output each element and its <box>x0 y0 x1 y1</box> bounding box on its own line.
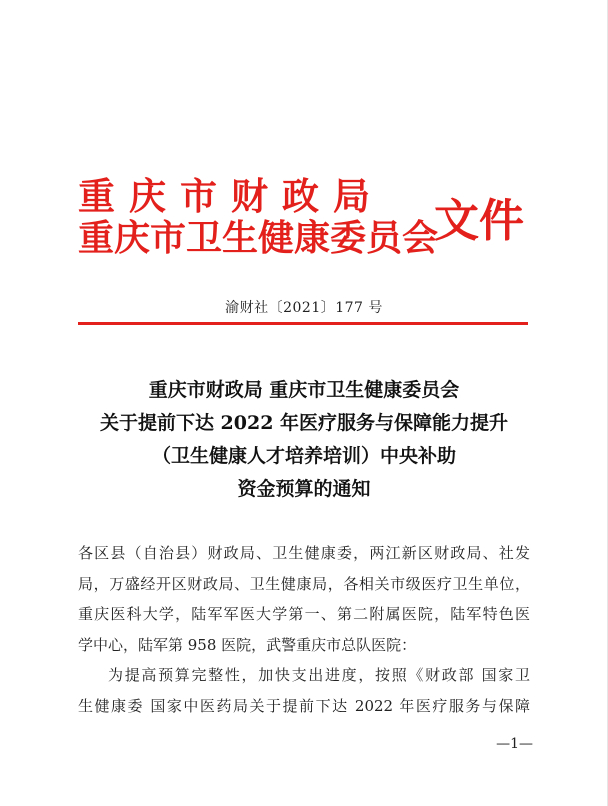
document-number: 渝财社〔2021〕177 号 <box>225 300 383 316</box>
title-line: 重庆市财政局 重庆市卫生健康委员会 <box>148 379 460 401</box>
body-line: 各区县（自治县）财政局、卫生健康委，两江新区财政局、社发 <box>78 544 530 562</box>
title-line: 关于提前下达 2022 年医疗服务与保障能力提升 <box>99 412 509 434</box>
document-title <box>40 374 568 506</box>
page-number: —1— <box>496 736 533 752</box>
body-line: 重庆医科大学，陆军军医大学第一、第二附属医院，陆军特色医 <box>78 605 530 623</box>
body-line: 局，万盛经开区财政局、卫生健康局，各相关市级医疗卫生单位， <box>78 574 530 593</box>
body-line: 为提高预算完整性，加快支出进度，按照《财政部 国家卫 <box>108 666 530 684</box>
document-type-label: 文件 <box>434 194 525 247</box>
body-line: 学中心，陆军第 958 医院，武警重庆市总队医院： <box>78 635 417 654</box>
issuer-header <box>78 166 538 259</box>
red-divider-line <box>78 322 528 325</box>
issuer-name-health-commission: 重庆市卫生健康委员会 <box>78 217 439 259</box>
body-line: 生健康委 国家中医药局关于提前下达 2022 年医疗服务与保障 <box>78 696 530 715</box>
title-line: （卫生健康人才培养培训）中央补助 <box>151 445 456 467</box>
title-line: 资金预算的通知 <box>237 478 371 500</box>
document-body <box>78 538 530 721</box>
issuer-name-finance-bureau: 重庆市财政局 <box>78 174 384 218</box>
